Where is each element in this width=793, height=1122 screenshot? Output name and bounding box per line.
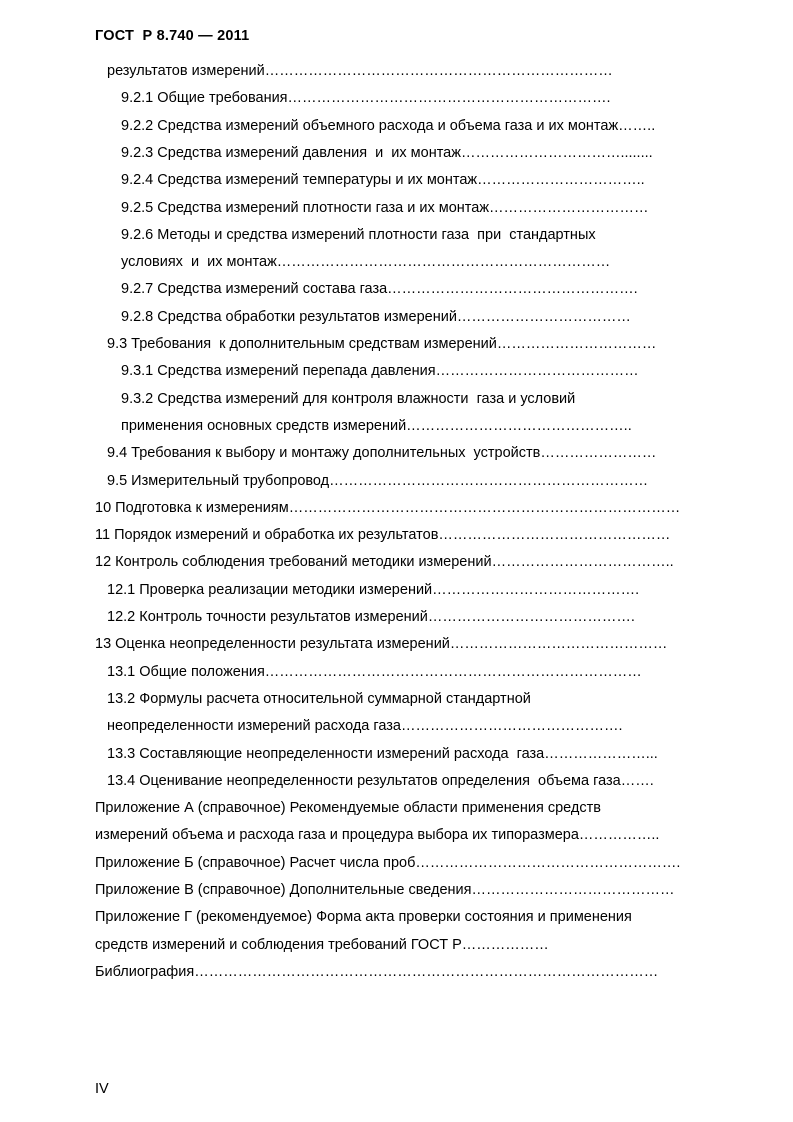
toc-entry: 9.2.8 Средства обработки результатов измерений……………………………… <box>121 309 631 325</box>
toc-entry: 10 Подготовка к измерениям……………………………………………………………………… <box>95 500 681 516</box>
toc-entry: средств измерений и соблюдения требований ГОСТ Р……………… <box>95 937 549 953</box>
toc-entry: 9.2.1 Общие требования…………………………………………………………. <box>121 90 611 106</box>
toc-entry: 9.3.1 Средства измерений перепада давления…………………………………… <box>121 363 639 379</box>
toc-entry: 9.2.7 Средства измерений состава газа……………………………………………. <box>121 281 638 297</box>
toc-entry: Приложение В (справочное) Дополнительные сведения…………………………………… <box>95 882 675 898</box>
toc-entry: измерений объема и расхода газа и процедура выбора их типоразмера…………….. <box>95 827 660 843</box>
toc-entry: применения основных средств измерений……………………………………….. <box>121 418 632 434</box>
document-header: ГОСТ Р 8.740 — 2011 <box>95 28 250 44</box>
toc-entry: Библиография…………………………………………………………………………………… <box>95 964 659 980</box>
toc-entry: 12.2 Контроль точности результатов измерений……………………………………. <box>107 609 635 625</box>
toc-entry: результатов измерений……………………………………………………………… <box>107 63 613 79</box>
toc-entry: условиях и их монтаж…………………………………………………………… <box>121 254 611 270</box>
toc-entry: 11 Порядок измерений и обработка их результатов………………………………………… <box>95 527 671 543</box>
toc-entry: 9.3 Требования к дополнительным средствам измерений…………………………… <box>107 336 657 352</box>
toc-entry: 13.3 Составляющие неопределенности измерений расхода газа…………………... <box>107 746 658 762</box>
toc-entry: 12 Контроль соблюдения требований методики измерений……………………………….. <box>95 554 674 570</box>
toc-entry: 9.2.4 Средства измерений температуры и их монтаж…………………………….. <box>121 172 645 188</box>
toc-entry: 9.4 Требования к выбору и монтажу дополнительных устройств…………………… <box>107 445 657 461</box>
toc-entry: 9.2.6 Методы и средства измерений плотности газа при стандартных <box>121 227 596 243</box>
toc-entry: 13.2 Формулы расчета относительной суммарной стандартной <box>107 691 531 707</box>
toc-entry: 13.4 Оценивание неопределенности результатов определения объема газа……. <box>107 773 654 789</box>
toc-entry: 9.2.5 Средства измерений плотности газа и их монтаж…………………………… <box>121 200 649 216</box>
page-number: IV <box>95 1081 109 1097</box>
toc-entry: 9.2.3 Средства измерений давления и их монтаж……………………………........ <box>121 145 653 161</box>
toc-entry: Приложение Г (рекомендуемое) Форма акта проверки состояния и применения <box>95 909 632 925</box>
toc-entry: Приложение Б (справочное) Расчет числа проб………………………………………………. <box>95 855 681 871</box>
toc-entry: 13 Оценка неопределенности результата измерений……………………………………… <box>95 636 668 652</box>
toc-entry: 9.2.2 Средства измерений объемного расхода и объема газа и их монтаж…….. <box>121 118 656 134</box>
toc-entry: 13.1 Общие положения…………………………………………………………………… <box>107 664 642 680</box>
toc-entry: неопределенности измерений расхода газа………………………………………. <box>107 718 623 734</box>
toc-entry: 12.1 Проверка реализации методики измерений……………………………………. <box>107 582 640 598</box>
toc-entry: 9.3.2 Средства измерений для контроля влажности газа и условий <box>121 391 576 407</box>
toc-entry: 9.5 Измерительный трубопровод………………………………………………………… <box>107 473 649 489</box>
toc-entry: Приложение А (справочное) Рекомендуемые области применения средств <box>95 800 601 816</box>
